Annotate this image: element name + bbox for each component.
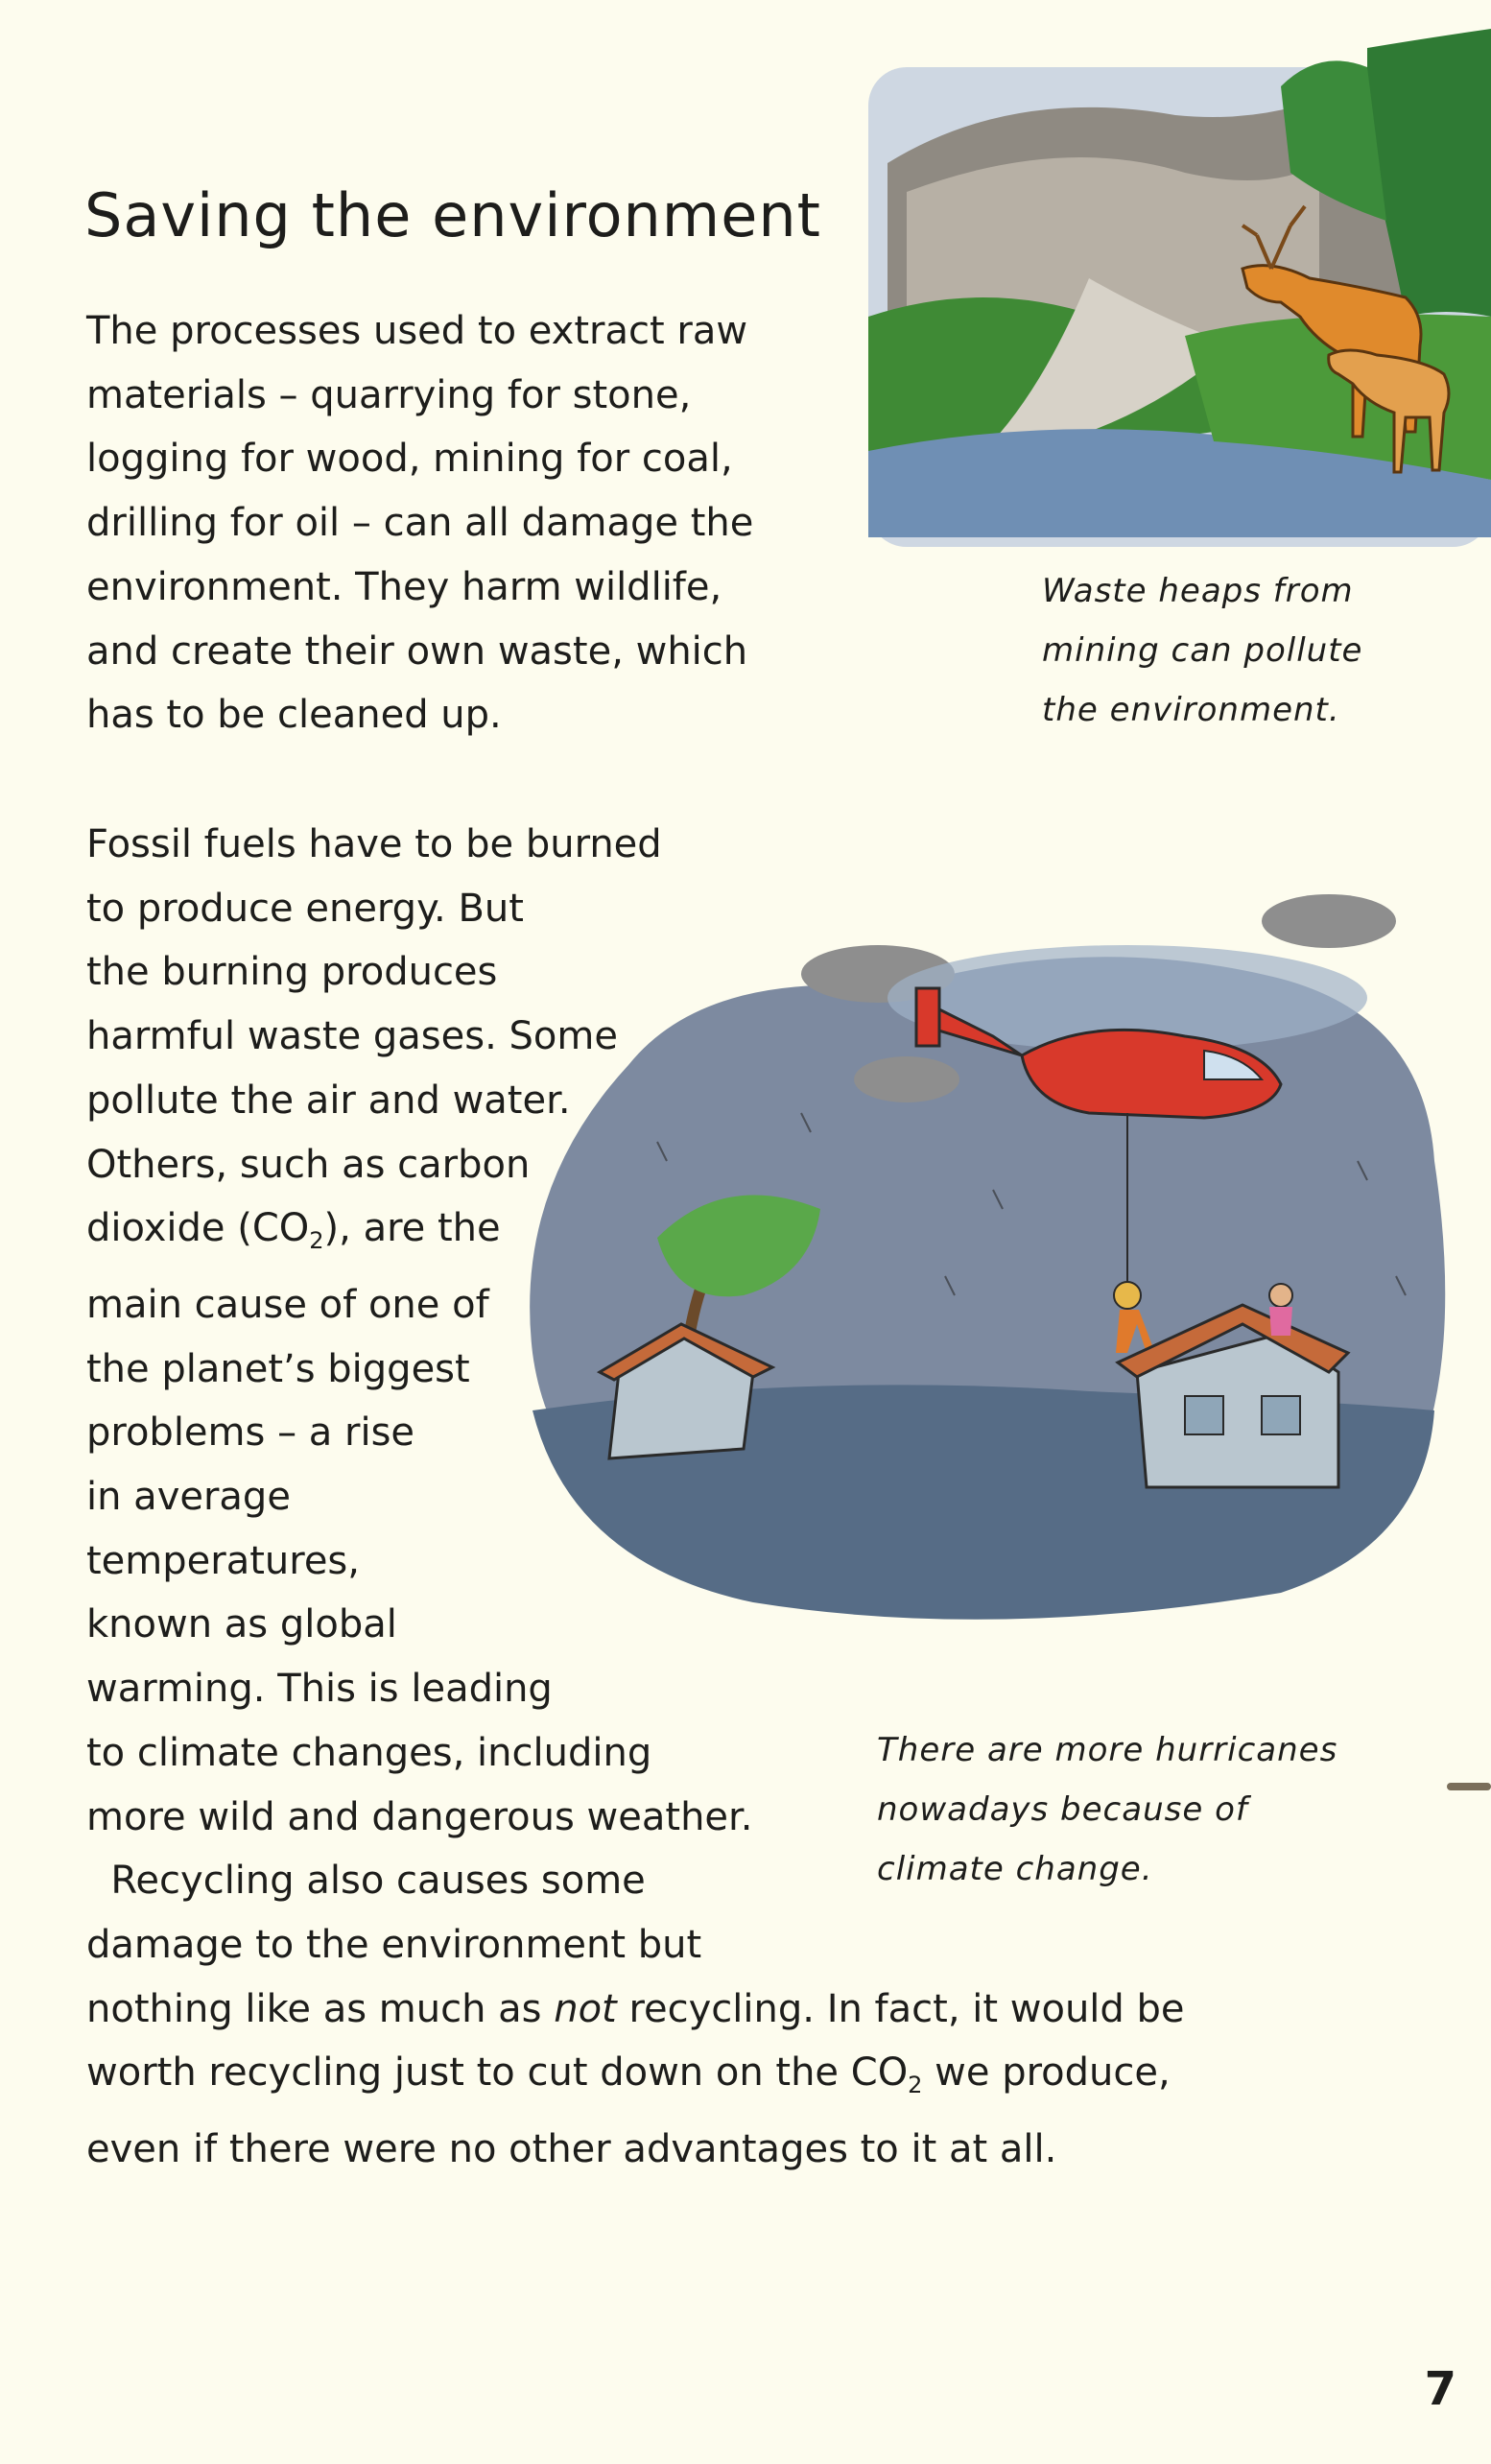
page-number: 7	[1424, 2362, 1456, 2416]
text-line: the planet’s biggest	[86, 1346, 470, 1391]
text-line: the burning produces	[86, 950, 498, 995]
text-line: to climate changes, including	[86, 1730, 652, 1775]
text-line: in average	[86, 1475, 291, 1520]
caption-line: There are more hurricanes	[877, 1731, 1338, 1769]
paragraph-fossil-fuels	[86, 813, 1334, 2182]
text-line: The processes used to extract raw	[86, 309, 748, 353]
text-line: we produce,	[922, 2050, 1171, 2096]
text-line: Fossil fuels have to be burned	[86, 822, 662, 866]
text-line: logging for wood, mining for coal,	[86, 437, 733, 482]
text-line: temperatures,	[86, 1538, 360, 1583]
caption-line: climate change.	[877, 1850, 1153, 1888]
text-line: problems – a rise	[86, 1410, 415, 1456]
caption-line: Waste heaps from	[1042, 572, 1354, 610]
text-line: ), are the	[323, 1206, 501, 1251]
subscript: 2	[908, 2072, 923, 2099]
subscript: 2	[309, 1227, 324, 1255]
mining-waste-illustration	[868, 29, 1491, 566]
text-line: Others, such as carbon	[86, 1142, 531, 1187]
caption-line: nowadays because of	[877, 1790, 1248, 1829]
text-line: harmful waste gases. Some	[86, 1014, 618, 1059]
emphasis: not	[554, 1986, 617, 2031]
text-line: nothing like as much as	[86, 1986, 555, 2031]
caption-line: the environment.	[1042, 691, 1340, 729]
text-line: materials – quarrying for stone,	[86, 372, 692, 417]
text-line: pollute the air and water.	[86, 1078, 571, 1123]
caption-hurricanes	[877, 1720, 1414, 1899]
text-line: dioxide (CO	[86, 1206, 310, 1251]
text-line: damage to the environment but	[86, 1922, 702, 1967]
caption-line: mining can pollute	[1042, 631, 1363, 670]
paragraph-raw-materials	[86, 299, 873, 747]
text-line: drilling for oil – can all damage the	[86, 501, 754, 546]
text-line: even if there were no other advantages to it at all.	[86, 2127, 1057, 2172]
text-line: more wild and dangerous weather.	[86, 1794, 753, 1839]
caption-mining	[1042, 561, 1445, 740]
text-line: environment. They harm wildlife,	[86, 564, 722, 609]
text-line: warming. This is leading	[86, 1667, 553, 1712]
text-line: has to be cleaned up.	[86, 693, 502, 738]
text-line: and create their own waste, which	[86, 628, 748, 674]
text-line: Recycling also causes some	[86, 1859, 646, 1904]
text-line: main cause of one of	[86, 1282, 489, 1327]
text-line: recycling. In fact, it would be	[616, 1986, 1185, 2031]
text-line: to produce energy. But	[86, 886, 524, 931]
edge-mark	[1447, 1783, 1491, 1790]
text-line: worth recycling just to cut down on the CO	[86, 2050, 909, 2096]
text-line: known as global	[86, 1602, 397, 1647]
page-title: Saving the environment	[84, 180, 821, 250]
